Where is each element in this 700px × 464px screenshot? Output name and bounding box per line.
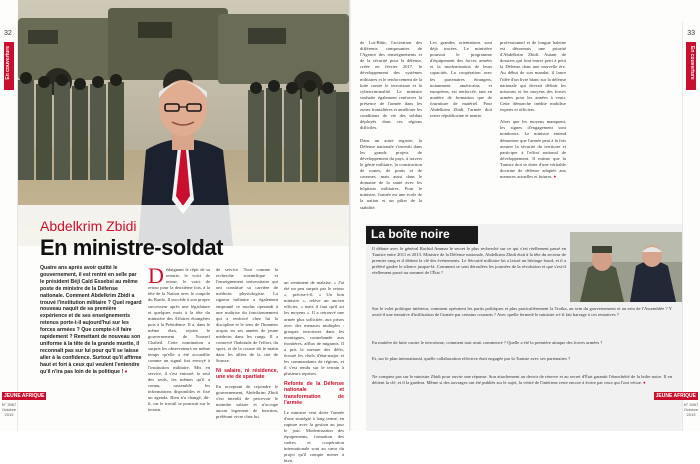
brand-tag-right: JEUNE AFRIQUE: [655, 393, 696, 399]
sidebar-photo-illustration: [570, 232, 682, 302]
brand-tag-left: JEUNE AFRIQUE: [4, 393, 45, 399]
issue-number-right: N° 3067: [683, 402, 699, 407]
section-label-left: En couverture: [5, 46, 11, 80]
drop-cap: D: [148, 263, 164, 288]
column-6-text-continued: Alors que les moyens manquent, les signes d'engagement sont nombreux. Le ministre entend démontrer que l'armée peut à la fois assurer la sécurité du territoire et participer à l'effort national de développement. Il estime que la Tunisie doit se doter d'une véritable doctrine de défense adaptée aux menaces actuelles et futures.: [500, 119, 566, 180]
sidebar-title: La boîte noire: [371, 227, 450, 241]
page-number-left: 32: [4, 30, 12, 37]
lede-end-mark: ♦: [124, 368, 128, 375]
column-6-text: professionnel et de longue haleine est désormais une priorité d'Abdelkrim Zbidi. Autant de dossiers qui font entrer petit à petit la Défense dans une nouvelle ère. Au début de son mandat, il lance l'idée d'un livre blanc sur la défense nationale qui devrait définir les missions et les moyens des forces armées pour les années à venir. Cette démarche inédite mobilise experts et officiers.: [500, 40, 566, 113]
sidebar-paragraph-5-text: Ne comptez pas sur le ministre Zbidi pour ouvrir une réponse. Son attachement au devoir de réserve et au secret d'État garantit l'étanchéité de la boîte noire. Il en détient la clé, et il la gardera. Même si des ouvrages ont été publiés sur le sujet, la vérité de l'intérieur reste encore à écrire par ceux qui l'ont vécue.: [372, 374, 672, 386]
sidebar-paragraph-2: Sur le volet politique intérieur, comment opéraient les partis politiques et plus particulièrement la Troïka, au sein du gouvernement et au sein de l'Assemblée ? Y avait-il une tentative d'infiltration de l'armée par certains courants ? Avec quelle fermeté le ministre a-t-il fait barrage à ces tentatives ?: [372, 306, 672, 318]
column-5-text: Les grandes orientations sont déjà tracées. Le ministère poursuit le programme d'équipement des forces armées et la modernisation de leurs capacités. La coopération avec les partenaires étrangers, notamment américains et européens, est renforcée, tant en matière de formation que de fourniture de matériel. Pour Abdelkrim Zbidi, l'armée doit rester républicaine et neutre.: [430, 40, 492, 119]
lede-text: Quatre ans après avoir quitté le gouvernement, il est rentré en selle par le président Béji Caïd Essebsi au même poste de ministre de la Défense nationale. Comment Abdelkrim Zbidi a trouvé l'institution militaire ? Quel regard nouveau naquit de sa première expérience et de ses enseignements retenus porte-t-il aujourd'hui sur les forces armées ? Que compte-t-il faire rapidement ? Remettant de nouveau son uniforme à la tête de la grande muette, il reconnaît pas sur lui pour qu'il se laisse aller à la confidence. Surtout qu'il affirme haut et fort à ceux qui veulent l'entendre qu'il n'ira pas loin de la politique !: [40, 265, 142, 375]
body-column-5: [430, 40, 492, 220]
article-lede: [40, 265, 142, 376]
body-column-3: [284, 40, 344, 464]
column-4-text: de Loi-Bâtir, l'activation des différents composantes de l'Agence des renseignements et de la sécurité pour la défense, créée en février 2017, le développement des systèmes militaires et le renforcement de la lutte contre le terrorisme et la cybercriminalité. Le ministre souhaite également renforcer la présence de l'armée dans les zones frontalières et améliorer les conditions de vie des soldats déployés dans ces régions difficiles.: [360, 40, 422, 131]
sidebar-paragraph-4: Et, sur le plan international, quelle collaboration effective était engagée par la Tunisie avec ses partenaires ?: [372, 356, 571, 361]
column-6-end-mark: ♦: [553, 174, 557, 180]
issue-date-right: Octobre 2019: [683, 407, 699, 417]
sidebar-paragraph-1: Il débute avec le général Rachid Ammar le secret le plus recherché sur ce qui s'est réellement passé en Tunisie entre 2011 et 2013. Ministre de la Défense nationale, Abdelkrim Zbidi était à la tête du secteur de premier rang et il détient la clé des événements. Le Sécurité militaire lui a laissé un héritage lourd, et il a préféré garder le silence jusque-là. Comment se sont déroulées les journées de la révolution et que s'est-il réellement passé au sommet de l'État ?: [372, 246, 566, 276]
article-headline: En ministre-soldat: [40, 235, 223, 260]
issue-info-right: [683, 402, 699, 417]
sidebar-photo: [570, 232, 682, 302]
body-column-6: [500, 40, 566, 220]
page-number-right: 33: [687, 30, 695, 37]
column-1-text: édaignant le répit de sa retraite, le voici de retour, le voici de retour pour la deuxième fois, à la tête de la Nation avec le coupole du Bardo. Il succède à son propre successeur après une législature et quelques mois à la tête du ministère des Affaires étrangères puis à la Présidence. Il a, dans le même élan, rejoint le gouvernement de Youssef Chahed. Cette nomination a surpris les observateurs en même temps qu'elle a été accueillie comme un signal fort envoyé à l'institution militaire. Mis en service, il s'est entouré, le seul des seuls, les mêmes qu'il a connu, rassemblé les informations disponibles et fixé un agenda. Rien n'a changé, dit-il, car le travail se poursuit sur le terrain.: [148, 267, 210, 413]
column-2-subhead: Ni salaire, ni résidence, une vie de spartiate: [216, 367, 278, 380]
body-column-4: [360, 40, 422, 220]
issue-info-left: [1, 402, 17, 417]
column-2-text: de service. Tout comme la recherche scientifique et l'enseignement universitaire qui ont constitué sa carrière de médecin physiologiste. La rigueur militaire a également emprunté ce modus operandi à une maîtrise du fonctionnement qui a renforcé chez lui la discipline et le sens de l'honneur acquis en ses années de jeune médecin dans les rangs. Il a conservé l'habitude de l'effort, du sport, et de la course tôt le matin dans les allées de la cité de Sousse.: [216, 267, 278, 364]
sidebar-paragraph-5: [372, 374, 672, 386]
column-3-subhead: Refonte de la Défense nationale et transformation de l'armée: [284, 380, 344, 406]
column-3-text: un sentiment de malaise. « J'ai été un peu surpris par le retour », précise-t-il. « Un bon ministre », relève un ancien officier, « mais il faut qu'il ait les moyens ». Il a retrouvé une armée plus sollicitée, aux prises avec des menaces multiples : groupes terroristes dans les montagnes, contrebande aux frontières, afflux de migrants. Il a pris la mesure des défis, écouté les chefs d'état-major et les commandants de régions, et il s'est rendu sur le terrain à plusieurs reprises.: [284, 280, 344, 377]
section-label-right: En couverture: [689, 46, 695, 80]
sidebar-end-mark: ♦: [643, 380, 646, 386]
column-3-text-continued: Le ministre veut doter l'armée d'une stratégie à long terme, en rupture avec la gestion au jour le jour. Modernisation des équipements, formation des cadres et coopération internationale sont au cœur du projet qu'il compte mener à bien.: [284, 409, 344, 464]
column-2-text-continued: En acceptant de rejoindre le gouvernement, Abdelkrim Zbidi s'est interdit de percevoir le moindre salaire et n'occupe aucun logement de fonction, préférant vivre chez lui.: [216, 383, 278, 419]
spine-gutter: [349, 0, 351, 431]
column-4-text-continued: Dans un autre registre, la Défense nationale s'investit dans les grands projets de développement du pays, à travers le génie militaire, la construction de routes, de ponts et de casernes, mais aussi dans le domaine de la santé avec les hôpitaux militaires. Pour le ministre, l'armée est une école de la nation et un pilier de la stabilité.: [360, 137, 422, 210]
body-column-2: [216, 267, 278, 420]
body-column-1: [148, 263, 210, 413]
article-kicker: Abdelkrim Zbidi: [40, 218, 137, 234]
sidebar-paragraph-3: En matière de lutte contre le terrorisme, comment tout avait commencé ? Quelle a été la première attaque des forces armées ?: [372, 340, 603, 345]
issue-date-left: Octobre 2019: [1, 407, 17, 417]
issue-number-left: N° 3067: [1, 402, 17, 407]
column-3-spacer: [284, 40, 344, 280]
